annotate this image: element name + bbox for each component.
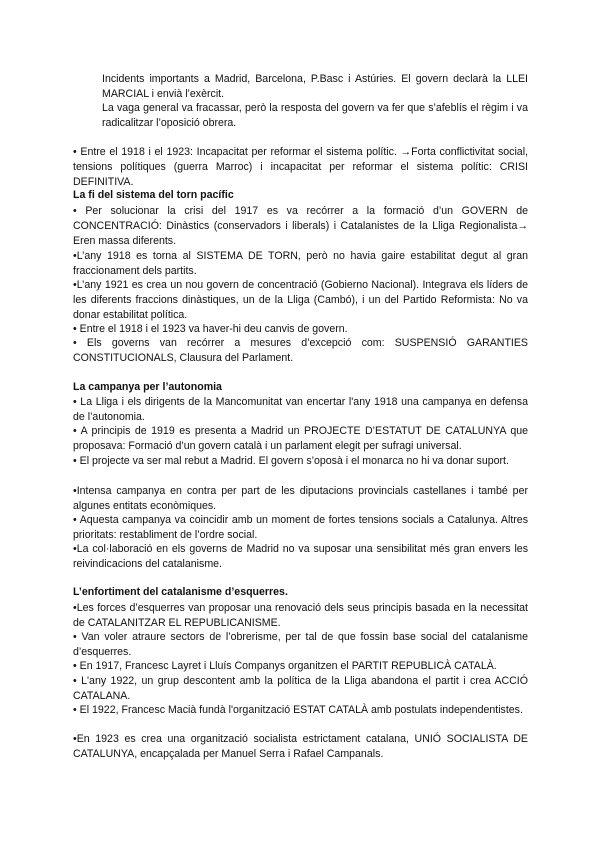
intro-paragraph-1: Incidents importants a Madrid, Barcelona, P.Basc i Astúries. El govern declarà la LLEI MARCIAL i envià l’exèrcit. [102,73,528,100]
list-item: • Per solucionar la crisi del 1917 es va recórrer a la formació d’un GOVERN de CONCENTRACIÓ: Dinàstics (conservadors i liberals) i Catalanistes de la Lliga Regionalista→ Eren massa diferents. [73,205,528,247]
crisis-paragraph: • Entre el 1918 i el 1923: Incapacitat per reformar el sistema polític. →Forta conflictivitat social, tensions polítiques (guerra Marroc) i incapacitat per reformar el sistema polític: CRISI DEFINITIVA. [73,146,528,188]
list-item: • La Lliga i els dirigents de la Mancomunitat van encertar l'any 1918 una campanya en defensa de l’autonomia. [73,396,528,423]
list-item: • A principis de 1919 es presenta a Madrid un PROJECTE D’ESTATUT DE CATALUNYA que proposava: Formació d’un govern català i un parlament elegit per sufragi universal. [73,425,528,452]
list-item: • El 1922, Francesc Macià fundà l'organització ESTAT CATALÀ amb postulats independentistes. [73,704,523,716]
list-item: •En 1923 es crea una organització socialista estrictament catalana, UNIÓ SOCIALISTA DE CATALUNYA, encapçalada per Manuel Serra i Rafael Campanals. [73,733,528,760]
section-heading-torn-pacific: La fi del sistema del torn pacífic [73,189,234,201]
section-heading-catalanisme-esquerres: L’enfortiment del catalanisme d’esquerres. [73,586,288,598]
list-item: • Aquesta campanya va coincidir amb un moment de fortes tensions socials a Catalunya. Altres prioritats: restabliment de l’ordre social. [73,514,528,541]
intro-paragraph-2: La vaga general va fracassar, però la resposta del govern va fer que s’afeblís el règim i va radicalitzar l’oposició obrera. [102,102,528,129]
list-item: •Les forces d’esquerres van proposar una renovació dels seus principis basada en la necessitat de CATALANITZAR EL REPUBLICANISME. [73,602,528,629]
list-item: • L'any 1922, un grup descontent amb la política de la Lliga abandona el partit i crea ACCIÓ CATALANA. [73,675,528,702]
list-item: • Els governs van recórrer a mesures d’excepció com: SUSPENSIÓ GARANTIES CONSTITUCIONALS, Clausura del Parlament. [73,337,528,364]
section-heading-autonomia: La campanya per l’autonomia [73,381,222,393]
list-item: • En 1917, Francesc Layret i Lluís Companys organitzen el PARTIT REPUBLICÀ CATALÀ. [73,660,497,672]
list-item: •Intensa campanya en contra per part de les diputacions provincials castellanes i també per algunes entitats econòmiques. [73,485,528,512]
list-item: • Entre el 1918 i el 1923 va haver-hi deu canvis de govern. [73,323,348,335]
list-item: • El projecte va ser mal rebut a Madrid. El govern s’oposà i el monarca no hi va donar suport. [73,455,509,467]
list-item: • Van voler atraure sectors de l’obrerisme, per tal de que fossin base social del catalanisme d’esquerres. [73,631,528,658]
list-item: •L’any 1921 es crea un nou govern de concentració (Gobierno Nacional). Integrava els líders de les diferents fraccions dinàstiques, un de la Lliga (Cambó), i un del Partido Reformista: No va donar estabilitat política. [73,279,528,321]
list-item: •La col·laboració en els governs de Madrid no va suposar una sensibilitat més gran envers les reivindicacions del catalanisme. [73,543,528,570]
list-item: •L’any 1918 es torna al SISTEMA DE TORN, però no havia gaire estabilitat degut al gran fraccionament dels partits. [73,250,528,277]
